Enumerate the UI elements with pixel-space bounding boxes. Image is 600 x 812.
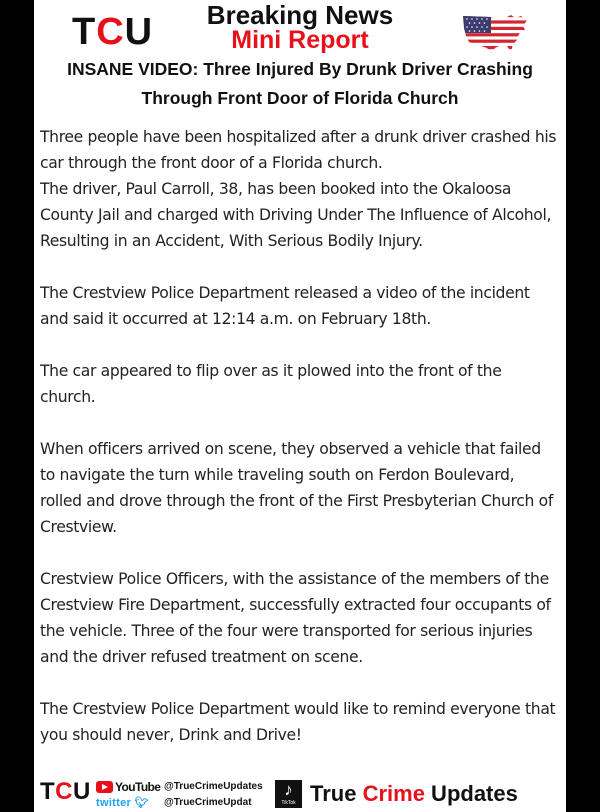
tcu-logo: TCU <box>72 11 154 53</box>
youtube-logo <box>96 780 160 794</box>
article-paragraph: The driver, Paul Carroll, 38, has been booked into the Okaloosa County Jail and charged with Driving Under The Influence of Alcohol, Resulting in an Accident, With Serious Bodily Injury. <box>40 180 552 250</box>
headline <box>34 55 566 113</box>
article-paragraph: Crestview Police Officers, with the assistance of the members of the Crestview Fire Department, successfully extracted four occupants of the vehicle. Three of the four were transported for serious injuries and the driver refused treatment on scene. <box>40 570 551 666</box>
twitter-handle: @TrueCrimeUpdat <box>164 797 252 808</box>
report-panel <box>34 0 566 812</box>
footer-brand-title: True Crime Updates <box>310 781 518 806</box>
twitter-logo: twitter 🐦︎ <box>96 797 149 809</box>
article-paragraph: When officers arrived on scene, they observed a vehicle that failed to navigate the turn while traveling south on Ferdon Boulevard, rolled and drove through the front of the First Presbyterian Church of Crestview. <box>40 440 553 536</box>
tiktok-icon: ♪ TikTok <box>275 780 302 808</box>
title-breaking-news: Breaking News <box>206 0 394 30</box>
article-paragraph: The Crestview Police Department released a video of the incident and said it occurred at 12:14 a.m. on February 18th. <box>40 284 530 328</box>
youtube-play-icon <box>96 781 113 793</box>
youtube-label: YouTube <box>115 780 161 794</box>
headline-line-1: INSANE VIDEO: Three Injured By Drunk Driver Crashing <box>67 59 533 79</box>
usa-map-flag-icon <box>461 12 529 54</box>
title-mini-report: Mini Report <box>231 26 369 54</box>
article-body <box>40 124 560 774</box>
youtube-handle: @TrueCrimeUpdates <box>164 781 263 792</box>
twitter-bird-icon: 🐦︎ <box>134 797 149 809</box>
footer-tcu-logo: TCU <box>40 778 91 805</box>
article-paragraph: The car appeared to flip over as it plowed into the front of the church. <box>40 362 502 406</box>
article-paragraph: Three people have been hospitalized after a drunk driver crashed his car through the front door of a Florida church. <box>40 128 557 172</box>
article-paragraph: The Crestview Police Department would like to remind everyone that you should never, Drink and Drive! <box>40 700 556 744</box>
headline-line-2: Through Front Door of Florida Church <box>141 88 459 108</box>
footer-bar <box>34 776 566 812</box>
tiktok-note-icon: ♪ <box>284 780 293 799</box>
